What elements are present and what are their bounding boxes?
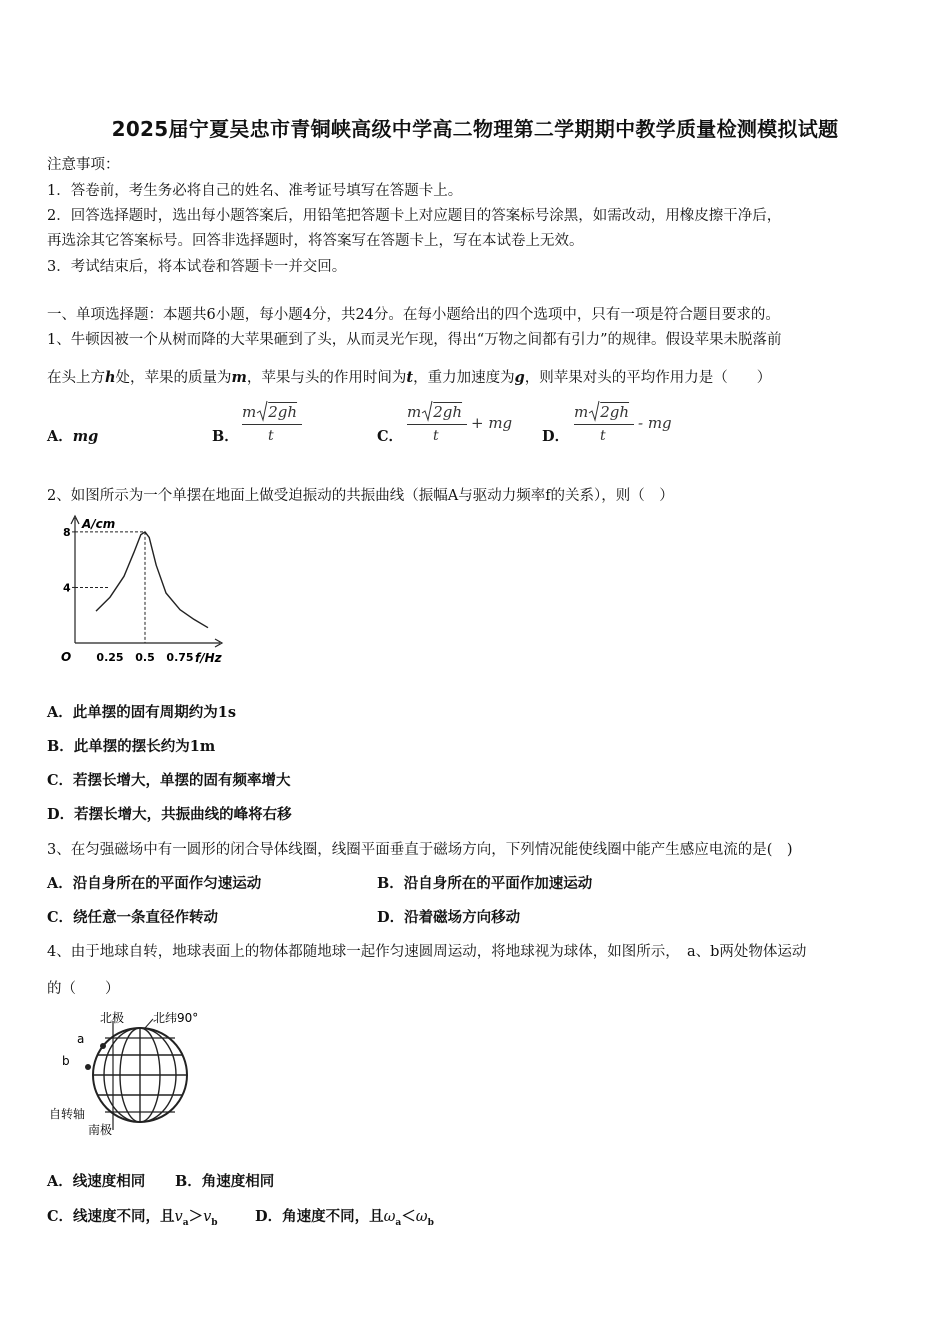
point-a-label: a xyxy=(77,1032,85,1046)
subscript: b xyxy=(427,1217,434,1228)
q1-option-d-label[interactable]: D． xyxy=(542,428,570,445)
q1-option-a[interactable] xyxy=(47,425,98,446)
question-4-stem-line2: 的（ ） xyxy=(47,981,120,997)
y-axis-label: A/cm xyxy=(82,517,116,531)
var-g: g xyxy=(514,369,525,386)
option-text: C．线速度不同，且 xyxy=(47,1208,175,1225)
var-omega: ω xyxy=(383,1209,396,1225)
var-omega: ω xyxy=(415,1209,428,1225)
fraction-bar xyxy=(407,424,467,425)
sqrt-sign-icon xyxy=(588,400,600,422)
q3-option-d[interactable]: D．沿着磁场方向移动 xyxy=(377,909,521,926)
point-b-marker xyxy=(85,1064,91,1070)
q1-option-c-label[interactable]: C． xyxy=(377,428,404,445)
sqrt-sign-icon xyxy=(421,400,433,422)
point-b-label: b xyxy=(62,1054,70,1068)
question-4-stem: 4、由于地球自转，地球表面上的物体都随地球一起作匀速圆周运动，将地球视为球体，如图所示， a、b两处物体运动 xyxy=(47,944,807,960)
rotation-axis-label: 自转轴 xyxy=(49,1107,86,1121)
x-tick-label: 0.25 xyxy=(96,651,124,664)
option-text: D．角速度不同，且 xyxy=(255,1208,384,1225)
notice-item: 2．回答选择题时，选出每小题答案后，用铅笔把答题卡上对应题目的答案标号涂黑，如需改动，用橡皮擦干净后， xyxy=(47,208,782,224)
notice-item: 3．考试结束后，将本试卷和答题卡一并交回。 xyxy=(47,259,347,275)
option-value: mg xyxy=(72,428,99,445)
page-title: 2025届宁夏吴忠市青铜峡高级中学高二物理第二学期期中教学质量检测模拟试题 xyxy=(111,117,839,141)
q4-option-a[interactable]: A．线速度相同 xyxy=(47,1173,146,1190)
resonance-curve-chart xyxy=(55,510,235,670)
var-m: m xyxy=(231,369,247,386)
notice-heading: 注意事项： xyxy=(47,157,120,173)
point-a-marker xyxy=(100,1043,106,1049)
sqrt-sign-icon xyxy=(256,400,268,422)
question-3-stem: 3、在匀强磁场中有一圆形的闭合导体线圈，线圈平面垂直于磁场方向，下列情况能使线圈中能产生感应电流的是( ) xyxy=(47,842,793,858)
notice-item: 再选涂其它答案标号。回答非选择题时，将答案写在答题卡上，写在本试卷上无效。 xyxy=(47,233,584,249)
q1-option-d-formula xyxy=(574,400,684,450)
text: 在头上方 xyxy=(47,370,105,386)
subscript: b xyxy=(211,1217,218,1228)
x-tick-label: 0.5 xyxy=(135,651,155,664)
subscript: a xyxy=(395,1217,402,1228)
fraction-denominator: t xyxy=(268,428,274,444)
x-tick-label: 0.75 xyxy=(166,651,194,664)
earth-globe-figure xyxy=(45,1005,215,1140)
q4-option-d[interactable] xyxy=(255,1205,434,1228)
latitude-label: 北纬90° xyxy=(153,1011,199,1025)
text: ，则苹果对头的平均作用力是（ ） xyxy=(524,370,772,386)
x-axis-label: f/Hz xyxy=(195,651,222,665)
text: ，重力加速度为 xyxy=(413,370,515,386)
notice-item: 1．答卷前，考生务必将自己的姓名、准考证号填写在答题卡上。 xyxy=(47,183,463,199)
var-t: t xyxy=(406,369,414,386)
q2-option-c[interactable]: C．若摆长增大，单摆的固有频率增大 xyxy=(47,772,291,789)
q2-option-d[interactable]: D．若摆长增大，共振曲线的峰将右移 xyxy=(47,806,292,823)
subscript: a xyxy=(182,1217,189,1228)
fraction-numerator: m 2gh xyxy=(574,400,629,422)
q3-option-b[interactable]: B．沿自身所在的平面作加速运动 xyxy=(377,875,593,892)
fraction-denominator: t xyxy=(600,428,606,444)
q1-option-b-formula xyxy=(242,400,312,450)
question-1-stem: 1、牛顿因被一个从树而降的大苹果砸到了头，从而灵光乍现，得出“万物之间都有引力”的规律。假设苹果未脱落前 xyxy=(47,332,782,348)
fraction-numerator: m 2gh xyxy=(242,400,297,422)
q2-option-b[interactable]: B．此单摆的摆长约为1m xyxy=(47,738,216,755)
question-2-stem: 2、如图所示为一个单摆在地面上做受迫振动的共振曲线（振幅A与驱动力频率f的关系），则（ ） xyxy=(47,488,674,504)
section-heading: 一、单项选择题：本题共6小题，每小题4分，共24分。在每小题给出的四个选项中，只有一项是符合题目要求的。 xyxy=(47,307,780,323)
text: 处，苹果的质量为 xyxy=(115,370,232,386)
north-pole-label: 北极 xyxy=(100,1011,125,1025)
q3-option-a[interactable]: A．沿自身所在的平面作匀速运动 xyxy=(47,875,262,892)
y-tick-label: 4 xyxy=(63,581,71,595)
fraction-numerator: m 2gh xyxy=(407,400,462,422)
q1-option-b-label[interactable]: B． xyxy=(212,428,239,445)
var-v: v xyxy=(174,1209,183,1225)
y-tick-label: 8 xyxy=(63,525,71,539)
question-1-stem-line2 xyxy=(47,366,771,387)
fraction-bar xyxy=(242,424,302,425)
fraction-denominator: t xyxy=(433,428,439,444)
option-label: A． xyxy=(47,428,73,445)
q4-option-c[interactable] xyxy=(47,1205,218,1228)
text: ，苹果与头的作用时间为 xyxy=(246,370,407,386)
var-v: v xyxy=(203,1209,212,1225)
formula-tail: + mg xyxy=(471,414,513,432)
q1-option-c-formula xyxy=(407,400,517,450)
fraction-bar xyxy=(574,424,634,425)
relation: ＜ xyxy=(401,1208,416,1225)
south-pole-label: 南极 xyxy=(88,1123,113,1137)
formula-tail: - mg xyxy=(638,414,672,432)
q4-option-b[interactable]: B．角速度相同 xyxy=(175,1173,275,1190)
series-line xyxy=(96,532,208,628)
var-h: h xyxy=(105,369,116,386)
latitude-pointer xyxy=(145,1019,153,1028)
origin-label: O xyxy=(61,650,72,664)
q3-option-c[interactable]: C．绕任意一条直径作转动 xyxy=(47,909,219,926)
q2-option-a[interactable]: A．此单摆的固有周期约为1s xyxy=(47,704,237,721)
relation: ＞ xyxy=(188,1208,204,1225)
